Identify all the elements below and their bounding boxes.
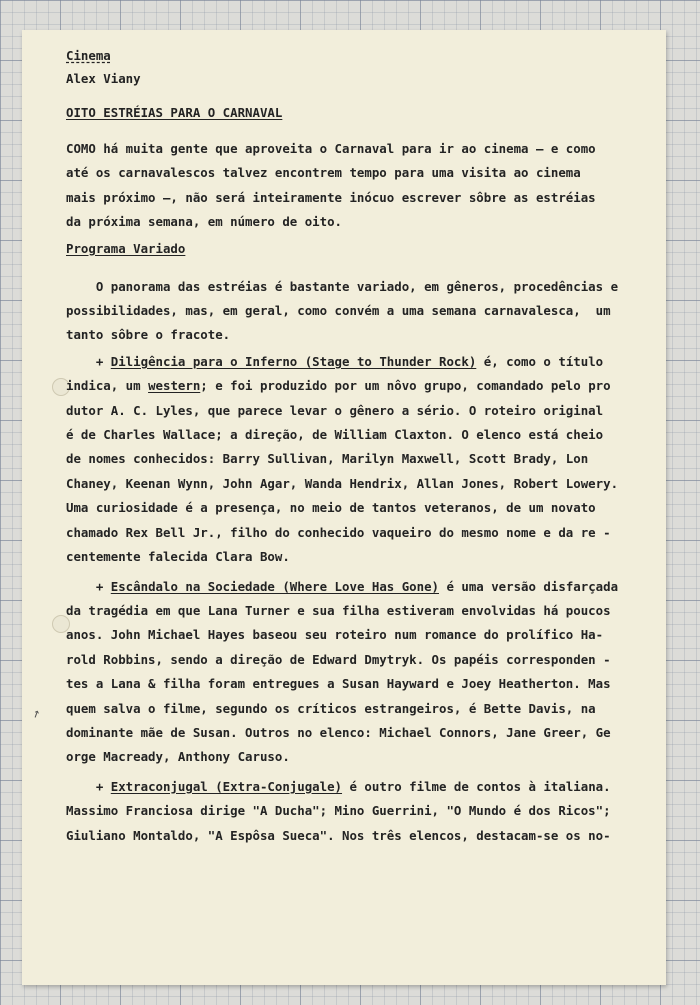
panorama-paragraph: O panorama das estréias é bastante variado, em gêneros, procedências e possibilidades, mas, em geral, como convém a uma semana carnavalesca, um tanto sôbre o fracote. — [66, 278, 619, 343]
pencil-mark-icon: ↗ — [29, 705, 43, 722]
film-title: Diligência para o Inferno (Stage to Thunder Rock) — [110, 353, 477, 369]
subheading: Programa Variado — [66, 240, 186, 256]
film-entry-extraconjugal: + Extraconjugal (Extra-Conjugale) é outro filme de contos à italiana. Massimo Franciosa dirige "A Ducha"; Mino Guerrini, "O Mundo é dos Ricos"; Giuliano Montaldo, "A Espôsa Sueca". Nos três elencos, destacam-se os no- — [66, 778, 611, 843]
film-title: Extraconjugal (Extra-Conjugale) — [110, 778, 343, 794]
intro-paragraph: COMO há muita gente que aproveita o Carnaval para ir ao cinema — e como até os carnavalescos talvez encontrem tempo para uma visita ao cinema mais próximo —, não será inteiramente inócuo escrever sôbre as estréias da próxima semana, em número de oito. — [66, 141, 596, 230]
document-body — [66, 44, 646, 848]
film-entry-diligencia: + Diligência para o Inferno (Stage to Thunder Rock) é, como o título indica, um western; e foi produzido por um nôvo grupo, comandado pelo pro dutor A. C. Lyles, que parece levar o gênero a sério. O roteiro original é de Charles Wallace; a direção, de William Claxton. O elenco está cheio de nomes conhecidos: Barry Sullivan, Marilyn Maxwell, Scott Brady, Lon Chaney, Keenan Wynn, John Agar, Wanda Hendrix, Allan Jones, Robert Lowery. Uma curiosidade é a presença, no meio de tantos veteranos, de um novato chamado Rex Bell Jr., filho do conhecido vaqueiro do mesmo nome e da re - centemente falecida Clara Bow. — [66, 353, 619, 565]
section-label: Cinema — [66, 48, 111, 63]
author-name: Alex Viany — [66, 71, 141, 86]
film-title: Escândalo na Sociedade (Where Love Has Gone) — [110, 578, 439, 594]
film-entry-escandalo: + Escândalo na Sociedade (Where Love Has Gone) é uma versão disfarçada da tragédia em que Lana Turner e sua filha estiveram envolvidas há poucos anos. John Michael Hayes baseou seu roteiro num romance do prolífico Ha- rold Robbins, sendo a direção de Edward Dmytryk. Os papéis corresponden - tes a Lana & filha foram entregues a Susan Hayward e Joey Heatherton. Mas quem salva o filme, segundo os críticos estrangeiros, é Bette Davis, na dominante mãe de Susan. Outros no elenco: Michael Connors, Jane Greer, Ge orge Macready, Anthony Caruso. — [66, 578, 619, 765]
article-title: OITO ESTRÉIAS PARA O CARNAVAL — [66, 105, 283, 120]
typewritten-page — [22, 30, 666, 985]
